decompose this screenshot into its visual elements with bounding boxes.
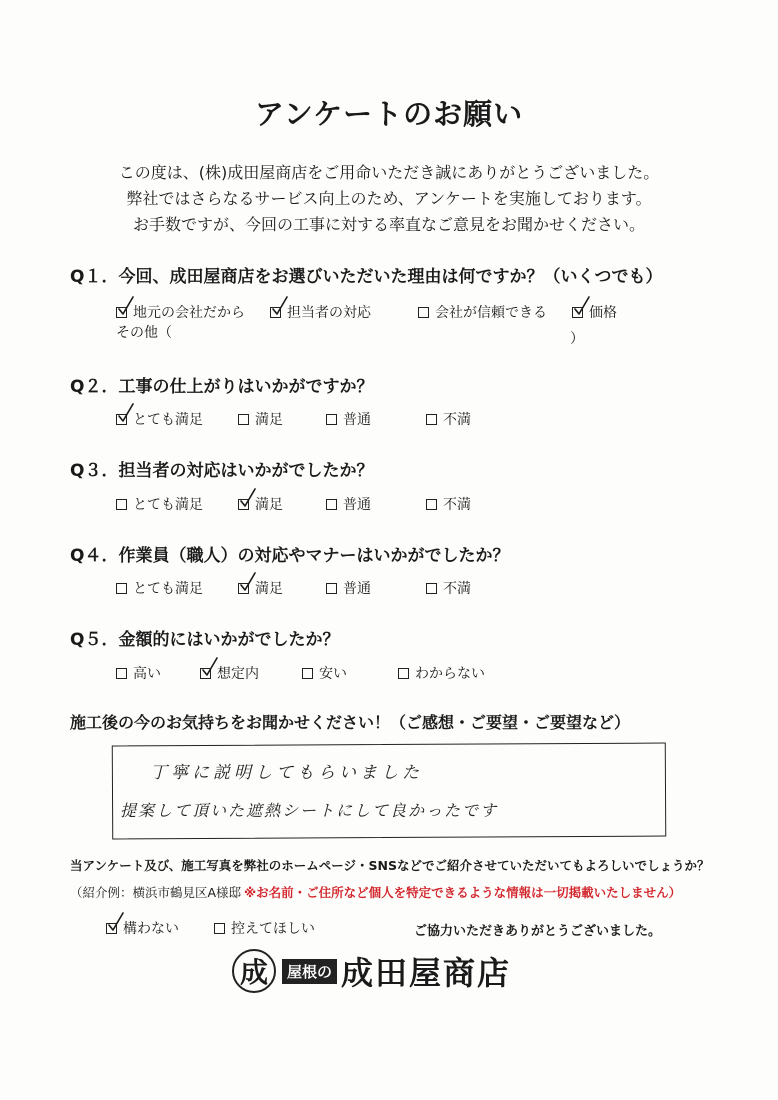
checkbox[interactable] — [326, 414, 337, 425]
q4-option-4[interactable] — [426, 578, 471, 598]
q1-option-2[interactable] — [270, 302, 371, 322]
q1-option-1[interactable] — [116, 302, 245, 322]
q2-option-3[interactable] — [326, 409, 371, 429]
checkbox[interactable] — [326, 583, 337, 594]
check-mark-icon — [574, 296, 590, 316]
option-label: 不満 — [443, 497, 471, 513]
option-label: 普通 — [343, 581, 371, 597]
q3-option-2[interactable] — [238, 494, 283, 514]
option-label: とても満足 — [133, 581, 203, 597]
q1-label: Q１．今回、成田屋商店をお選びいただいた理由は何ですか？（いくつでも） — [70, 267, 663, 287]
option-label: 不満 — [443, 581, 471, 597]
consent-question: 当アンケート及び、施工写真を弊社のホームページ・SNSなどでご紹介させていただいてもよろしいでしょうか？ — [70, 858, 710, 873]
checkbox[interactable] — [116, 583, 127, 594]
checkbox[interactable] — [238, 583, 249, 594]
q4-option-1[interactable] — [116, 578, 203, 598]
thanks-message: ご協力いただきありがとうございました。 — [414, 924, 662, 939]
company-logo — [232, 948, 511, 994]
checkbox[interactable] — [418, 307, 429, 318]
logo-company-name: 成田屋商店 — [341, 954, 512, 992]
checkbox[interactable] — [214, 923, 225, 934]
logo-subtitle: 屋根の — [282, 959, 337, 984]
q4-option-3[interactable] — [326, 578, 371, 598]
consent-option-1[interactable] — [106, 918, 179, 938]
option-label: 安い — [319, 666, 347, 682]
check-mark-icon — [240, 488, 256, 508]
checkbox[interactable] — [426, 583, 437, 594]
check-mark-icon — [108, 912, 124, 932]
option-label: 想定内 — [217, 666, 259, 682]
check-mark-icon — [118, 403, 134, 423]
feedback-line-2: 提案して頂いた遮熱シートにして良かったです — [120, 801, 499, 820]
checkbox[interactable] — [238, 499, 249, 510]
q4-option-2[interactable] — [238, 578, 283, 598]
q2-option-1[interactable] — [116, 409, 203, 429]
q5-label: Q５．金額的にはいかがでしたか？ — [70, 630, 340, 650]
feedback-label: 施工後の今のお気持ちをお聞かせください！（ご感想・ご要望・ご要望など） — [70, 713, 631, 732]
checkbox[interactable] — [270, 307, 281, 318]
option-label: わからない — [415, 666, 485, 682]
checkbox[interactable] — [426, 414, 437, 425]
q3-label: Q３．担当者の対応はいかがでしたか？ — [70, 461, 374, 481]
checkbox[interactable] — [200, 668, 211, 679]
checkbox[interactable] — [116, 307, 127, 318]
q2-label: Q２．工事の仕上がりはいかがですか？ — [70, 377, 374, 397]
checkbox[interactable] — [116, 414, 127, 425]
check-mark-icon — [202, 657, 218, 677]
q5-option-1[interactable] — [116, 663, 161, 683]
option-label: 高い — [133, 666, 161, 682]
page-title: アンケートのお願い — [254, 97, 524, 131]
q3-option-1[interactable] — [116, 494, 203, 514]
option-label: 普通 — [343, 497, 371, 513]
q4-label: Q４．作業員（職人）の対応やマナーはいかがでしたか？ — [70, 546, 510, 566]
option-label: 担当者の対応 — [287, 305, 371, 321]
intro-line-3: お手数ですが、今回の工事に対する率直なご意見をお聞かせください。 — [132, 215, 645, 234]
option-label: 満足 — [255, 412, 283, 428]
consent-option-2[interactable] — [214, 918, 315, 938]
option-label: 普通 — [343, 412, 371, 428]
checkbox[interactable] — [106, 923, 117, 934]
check-mark-icon — [272, 296, 288, 316]
q1-option-4[interactable] — [572, 302, 617, 322]
q1-other-close: ） — [570, 331, 584, 347]
q5-option-2[interactable] — [200, 663, 259, 683]
intro-line-2: 弊社ではさらなるサービス向上のため、アンケートを実施しております。 — [126, 189, 652, 208]
q5-option-4[interactable] — [398, 663, 485, 683]
option-label: 会社が信頼できる — [435, 305, 547, 321]
option-label: とても満足 — [133, 497, 203, 513]
option-label: 価格 — [589, 305, 617, 321]
q2-option-4[interactable] — [426, 409, 471, 429]
consent-warning: ※お名前・ご住所など個人を特定できるような情報は一切掲載いたしません） — [244, 885, 682, 900]
checkbox[interactable] — [116, 499, 127, 510]
q3-option-3[interactable] — [326, 494, 371, 514]
option-label: 不満 — [443, 412, 471, 428]
checkbox[interactable] — [398, 668, 409, 679]
check-mark-icon — [118, 296, 134, 316]
option-label: 満足 — [255, 497, 283, 513]
option-label: 地元の会社だから — [133, 305, 245, 321]
option-label: 控えてほしい — [231, 921, 315, 937]
q5-option-3[interactable] — [302, 663, 347, 683]
check-mark-icon — [240, 572, 256, 592]
logo-badge: 成 — [232, 949, 276, 993]
checkbox[interactable] — [116, 668, 127, 679]
option-label: とても満足 — [133, 412, 203, 428]
checkbox[interactable] — [326, 499, 337, 510]
checkbox[interactable] — [302, 668, 313, 679]
option-label: 満足 — [255, 581, 283, 597]
q2-option-2[interactable] — [238, 409, 283, 429]
q1-option-3[interactable] — [418, 302, 547, 322]
q1-other-label: その他（ — [116, 325, 172, 341]
option-label: 構わない — [123, 921, 179, 937]
checkbox[interactable] — [238, 414, 249, 425]
q3-option-4[interactable] — [426, 494, 471, 514]
feedback-line-1: 丁寧に説明してもらいました — [150, 763, 423, 783]
checkbox[interactable] — [572, 307, 583, 318]
intro-line-1: この度は、(株)成田屋商店をご用命いただき誠にありがとうございました。 — [118, 163, 660, 182]
consent-example: （紹介例：横浜市鶴見区A様邸 — [70, 885, 242, 900]
checkbox[interactable] — [426, 499, 437, 510]
